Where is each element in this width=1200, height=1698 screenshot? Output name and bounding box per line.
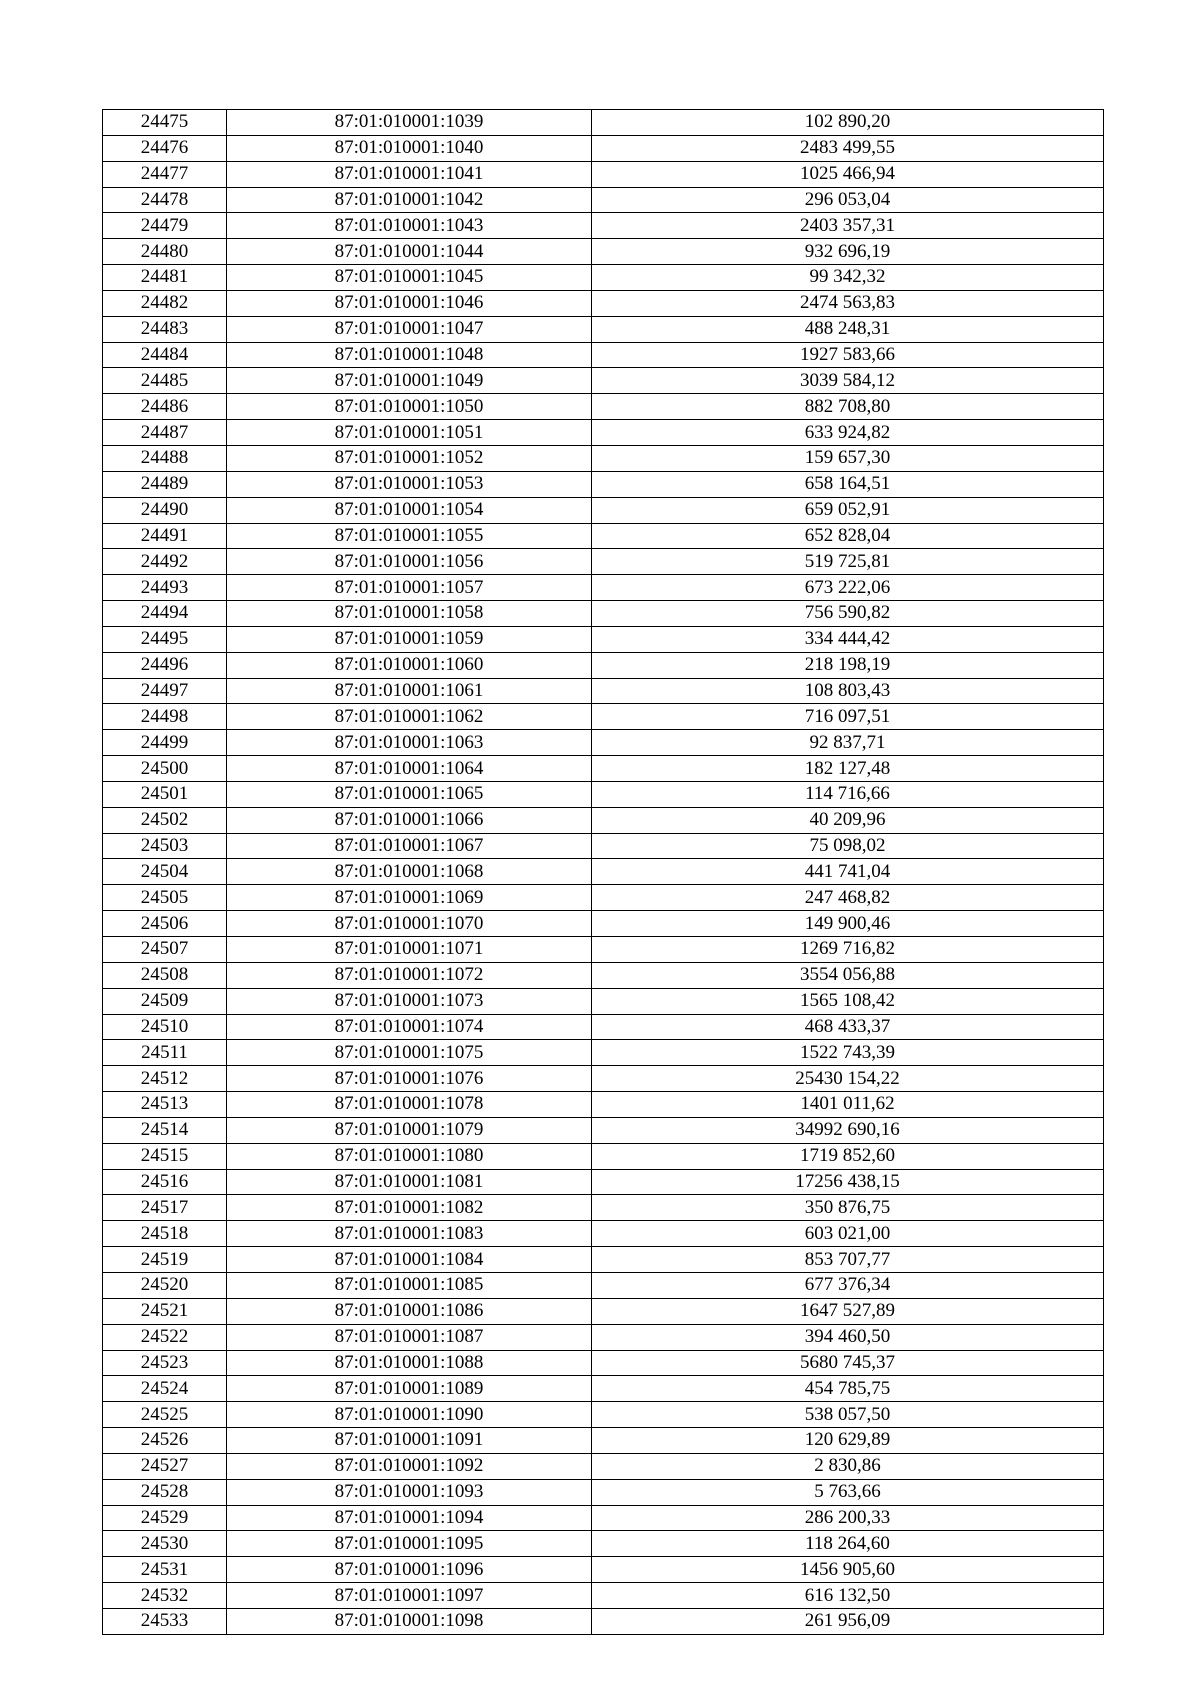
cadastral-value-cell: 882 708,80 (592, 394, 1104, 420)
row-number-cell: 24494 (103, 601, 227, 627)
cadastral-value-cell: 92 837,71 (592, 730, 1104, 756)
table-row (103, 1324, 1104, 1350)
cadastral-number-cell: 87:01:010001:1076 (227, 1066, 592, 1092)
table-body (103, 110, 1104, 1635)
row-number-cell: 24488 (103, 445, 227, 471)
row-number-cell: 24516 (103, 1169, 227, 1195)
table-row (103, 1350, 1104, 1376)
cadastral-number-cell: 87:01:010001:1079 (227, 1117, 592, 1143)
cadastral-value-cell: 1719 852,60 (592, 1143, 1104, 1169)
row-number-cell: 24509 (103, 988, 227, 1014)
cadastral-value-cell: 454 785,75 (592, 1376, 1104, 1402)
table-row (103, 1092, 1104, 1118)
row-number-cell: 24496 (103, 652, 227, 678)
table-row (103, 885, 1104, 911)
table-row (103, 937, 1104, 963)
table-row (103, 1505, 1104, 1531)
row-number-cell: 24484 (103, 342, 227, 368)
cadastral-number-cell: 87:01:010001:1082 (227, 1195, 592, 1221)
table-row (103, 265, 1104, 291)
cadastral-value-cell: 1401 011,62 (592, 1092, 1104, 1118)
cadastral-number-cell: 87:01:010001:1085 (227, 1272, 592, 1298)
cadastral-value-cell: 40 209,96 (592, 807, 1104, 833)
table-row (103, 1376, 1104, 1402)
cadastral-value-table (102, 109, 1104, 1635)
cadastral-value-cell: 149 900,46 (592, 911, 1104, 937)
row-number-cell: 24511 (103, 1040, 227, 1066)
row-number-cell: 24508 (103, 962, 227, 988)
cadastral-number-cell: 87:01:010001:1072 (227, 962, 592, 988)
cadastral-value-cell: 1269 716,82 (592, 937, 1104, 963)
cadastral-number-cell: 87:01:010001:1074 (227, 1014, 592, 1040)
cadastral-value-cell: 932 696,19 (592, 239, 1104, 265)
cadastral-number-cell: 87:01:010001:1071 (227, 937, 592, 963)
row-number-cell: 24481 (103, 265, 227, 291)
table-row (103, 239, 1104, 265)
cadastral-number-cell: 87:01:010001:1052 (227, 445, 592, 471)
row-number-cell: 24475 (103, 110, 227, 136)
cadastral-value-cell: 519 725,81 (592, 549, 1104, 575)
cadastral-number-cell: 87:01:010001:1054 (227, 497, 592, 523)
cadastral-value-cell: 182 127,48 (592, 756, 1104, 782)
cadastral-number-cell: 87:01:010001:1068 (227, 859, 592, 885)
row-number-cell: 24526 (103, 1428, 227, 1454)
table-row (103, 730, 1104, 756)
table-row (103, 1169, 1104, 1195)
table-row (103, 1117, 1104, 1143)
row-number-cell: 24489 (103, 471, 227, 497)
row-number-cell: 24499 (103, 730, 227, 756)
table-row (103, 187, 1104, 213)
cadastral-value-cell: 114 716,66 (592, 781, 1104, 807)
table-row (103, 781, 1104, 807)
cadastral-value-cell: 99 342,32 (592, 265, 1104, 291)
row-number-cell: 24493 (103, 575, 227, 601)
table-row (103, 290, 1104, 316)
cadastral-number-cell: 87:01:010001:1045 (227, 265, 592, 291)
cadastral-value-cell: 17256 438,15 (592, 1169, 1104, 1195)
table-row (103, 626, 1104, 652)
cadastral-value-cell: 296 053,04 (592, 187, 1104, 213)
cadastral-value-cell: 34992 690,16 (592, 1117, 1104, 1143)
row-number-cell: 24491 (103, 523, 227, 549)
row-number-cell: 24507 (103, 937, 227, 963)
row-number-cell: 24525 (103, 1402, 227, 1428)
table-row (103, 601, 1104, 627)
row-number-cell: 24510 (103, 1014, 227, 1040)
row-number-cell: 24520 (103, 1272, 227, 1298)
cadastral-number-cell: 87:01:010001:1069 (227, 885, 592, 911)
row-number-cell: 24503 (103, 833, 227, 859)
cadastral-value-cell: 5 763,66 (592, 1479, 1104, 1505)
cadastral-number-cell: 87:01:010001:1083 (227, 1221, 592, 1247)
row-number-cell: 24501 (103, 781, 227, 807)
cadastral-number-cell: 87:01:010001:1044 (227, 239, 592, 265)
cadastral-number-cell: 87:01:010001:1094 (227, 1505, 592, 1531)
cadastral-value-cell: 2483 499,55 (592, 135, 1104, 161)
cadastral-value-cell: 5680 745,37 (592, 1350, 1104, 1376)
row-number-cell: 24479 (103, 213, 227, 239)
table-row (103, 678, 1104, 704)
row-number-cell: 24533 (103, 1608, 227, 1634)
cadastral-value-cell: 677 376,34 (592, 1272, 1104, 1298)
table-row (103, 1479, 1104, 1505)
cadastral-number-cell: 87:01:010001:1041 (227, 161, 592, 187)
cadastral-number-cell: 87:01:010001:1087 (227, 1324, 592, 1350)
cadastral-value-cell: 1456 905,60 (592, 1557, 1104, 1583)
cadastral-value-cell: 658 164,51 (592, 471, 1104, 497)
cadastral-number-cell: 87:01:010001:1046 (227, 290, 592, 316)
table-row (103, 1272, 1104, 1298)
cadastral-number-cell: 87:01:010001:1078 (227, 1092, 592, 1118)
cadastral-value-cell: 659 052,91 (592, 497, 1104, 523)
row-number-cell: 24505 (103, 885, 227, 911)
row-number-cell: 24512 (103, 1066, 227, 1092)
row-number-cell: 24483 (103, 316, 227, 342)
cadastral-value-cell: 538 057,50 (592, 1402, 1104, 1428)
table-row (103, 1195, 1104, 1221)
cadastral-number-cell: 87:01:010001:1098 (227, 1608, 592, 1634)
cadastral-number-cell: 87:01:010001:1066 (227, 807, 592, 833)
cadastral-number-cell: 87:01:010001:1056 (227, 549, 592, 575)
table-row (103, 1247, 1104, 1273)
cadastral-number-cell: 87:01:010001:1088 (227, 1350, 592, 1376)
cadastral-value-cell: 102 890,20 (592, 110, 1104, 136)
table-row (103, 1531, 1104, 1557)
table-row (103, 1583, 1104, 1609)
cadastral-value-cell: 441 741,04 (592, 859, 1104, 885)
row-number-cell: 24502 (103, 807, 227, 833)
cadastral-number-cell: 87:01:010001:1067 (227, 833, 592, 859)
cadastral-number-cell: 87:01:010001:1096 (227, 1557, 592, 1583)
table-row (103, 652, 1104, 678)
cadastral-value-cell: 1522 743,39 (592, 1040, 1104, 1066)
cadastral-value-cell: 108 803,43 (592, 678, 1104, 704)
cadastral-value-cell: 261 956,09 (592, 1608, 1104, 1634)
row-number-cell: 24524 (103, 1376, 227, 1402)
cadastral-number-cell: 87:01:010001:1093 (227, 1479, 592, 1505)
row-number-cell: 24498 (103, 704, 227, 730)
cadastral-number-cell: 87:01:010001:1059 (227, 626, 592, 652)
cadastral-value-cell: 350 876,75 (592, 1195, 1104, 1221)
cadastral-value-cell: 468 433,37 (592, 1014, 1104, 1040)
row-number-cell: 24495 (103, 626, 227, 652)
cadastral-number-cell: 87:01:010001:1040 (227, 135, 592, 161)
cadastral-number-cell: 87:01:010001:1050 (227, 394, 592, 420)
row-number-cell: 24521 (103, 1298, 227, 1324)
table-row (103, 962, 1104, 988)
table-row (103, 523, 1104, 549)
cadastral-value-cell: 120 629,89 (592, 1428, 1104, 1454)
cadastral-value-cell: 334 444,42 (592, 626, 1104, 652)
cadastral-value-cell: 75 098,02 (592, 833, 1104, 859)
row-number-cell: 24504 (103, 859, 227, 885)
row-number-cell: 24477 (103, 161, 227, 187)
row-number-cell: 24480 (103, 239, 227, 265)
table-row (103, 911, 1104, 937)
table-row (103, 471, 1104, 497)
table-row (103, 368, 1104, 394)
cadastral-number-cell: 87:01:010001:1086 (227, 1298, 592, 1324)
cadastral-number-cell: 87:01:010001:1053 (227, 471, 592, 497)
cadastral-number-cell: 87:01:010001:1065 (227, 781, 592, 807)
table-row (103, 1557, 1104, 1583)
row-number-cell: 24514 (103, 1117, 227, 1143)
cadastral-number-cell: 87:01:010001:1073 (227, 988, 592, 1014)
cadastral-number-cell: 87:01:010001:1097 (227, 1583, 592, 1609)
cadastral-number-cell: 87:01:010001:1048 (227, 342, 592, 368)
table-row (103, 497, 1104, 523)
cadastral-number-cell: 87:01:010001:1051 (227, 420, 592, 446)
cadastral-value-cell: 1025 466,94 (592, 161, 1104, 187)
cadastral-value-cell: 603 021,00 (592, 1221, 1104, 1247)
table-row (103, 807, 1104, 833)
cadastral-value-cell: 756 590,82 (592, 601, 1104, 627)
table-row (103, 575, 1104, 601)
row-number-cell: 24500 (103, 756, 227, 782)
cadastral-value-cell: 673 222,06 (592, 575, 1104, 601)
row-number-cell: 24528 (103, 1479, 227, 1505)
cadastral-value-cell: 853 707,77 (592, 1247, 1104, 1273)
cadastral-value-cell: 1927 583,66 (592, 342, 1104, 368)
table-row (103, 445, 1104, 471)
cadastral-value-cell: 1565 108,42 (592, 988, 1104, 1014)
cadastral-value-cell: 247 468,82 (592, 885, 1104, 911)
row-number-cell: 24487 (103, 420, 227, 446)
row-number-cell: 24513 (103, 1092, 227, 1118)
cadastral-number-cell: 87:01:010001:1060 (227, 652, 592, 678)
table-row (103, 756, 1104, 782)
cadastral-number-cell: 87:01:010001:1049 (227, 368, 592, 394)
cadastral-number-cell: 87:01:010001:1039 (227, 110, 592, 136)
row-number-cell: 24476 (103, 135, 227, 161)
cadastral-value-cell: 716 097,51 (592, 704, 1104, 730)
cadastral-number-cell: 87:01:010001:1084 (227, 1247, 592, 1273)
cadastral-value-cell: 488 248,31 (592, 316, 1104, 342)
row-number-cell: 24527 (103, 1453, 227, 1479)
table-row (103, 1402, 1104, 1428)
cadastral-number-cell: 87:01:010001:1095 (227, 1531, 592, 1557)
cadastral-number-cell: 87:01:010001:1058 (227, 601, 592, 627)
table-row (103, 420, 1104, 446)
row-number-cell: 24532 (103, 1583, 227, 1609)
cadastral-number-cell: 87:01:010001:1089 (227, 1376, 592, 1402)
table-row (103, 110, 1104, 136)
row-number-cell: 24486 (103, 394, 227, 420)
cadastral-value-cell: 159 657,30 (592, 445, 1104, 471)
table-row (103, 1453, 1104, 1479)
table-row (103, 1608, 1104, 1634)
row-number-cell: 24522 (103, 1324, 227, 1350)
table-row (103, 1014, 1104, 1040)
cadastral-number-cell: 87:01:010001:1042 (227, 187, 592, 213)
row-number-cell: 24506 (103, 911, 227, 937)
cadastral-number-cell: 87:01:010001:1090 (227, 1402, 592, 1428)
row-number-cell: 24529 (103, 1505, 227, 1531)
cadastral-value-cell: 2474 563,83 (592, 290, 1104, 316)
table-row (103, 704, 1104, 730)
cadastral-number-cell: 87:01:010001:1061 (227, 678, 592, 704)
table-row (103, 1428, 1104, 1454)
cadastral-number-cell: 87:01:010001:1057 (227, 575, 592, 601)
table-row (103, 316, 1104, 342)
row-number-cell: 24518 (103, 1221, 227, 1247)
table-row (103, 1298, 1104, 1324)
table-row (103, 135, 1104, 161)
row-number-cell: 24482 (103, 290, 227, 316)
table-row (103, 213, 1104, 239)
row-number-cell: 24515 (103, 1143, 227, 1169)
cadastral-value-cell: 2403 357,31 (592, 213, 1104, 239)
table-row (103, 988, 1104, 1014)
table-row (103, 549, 1104, 575)
row-number-cell: 24485 (103, 368, 227, 394)
row-number-cell: 24497 (103, 678, 227, 704)
table-row (103, 342, 1104, 368)
cadastral-number-cell: 87:01:010001:1081 (227, 1169, 592, 1195)
cadastral-number-cell: 87:01:010001:1091 (227, 1428, 592, 1454)
cadastral-number-cell: 87:01:010001:1080 (227, 1143, 592, 1169)
cadastral-value-cell: 118 264,60 (592, 1531, 1104, 1557)
cadastral-number-cell: 87:01:010001:1070 (227, 911, 592, 937)
cadastral-value-cell: 3554 056,88 (592, 962, 1104, 988)
table-row (103, 1040, 1104, 1066)
row-number-cell: 24517 (103, 1195, 227, 1221)
table-row (103, 394, 1104, 420)
row-number-cell: 24530 (103, 1531, 227, 1557)
table-row (103, 161, 1104, 187)
table-row (103, 1066, 1104, 1092)
cadastral-number-cell: 87:01:010001:1047 (227, 316, 592, 342)
cadastral-value-cell: 286 200,33 (592, 1505, 1104, 1531)
table-row (103, 833, 1104, 859)
cadastral-number-cell: 87:01:010001:1064 (227, 756, 592, 782)
cadastral-number-cell: 87:01:010001:1043 (227, 213, 592, 239)
cadastral-value-cell: 1647 527,89 (592, 1298, 1104, 1324)
cadastral-value-cell: 616 132,50 (592, 1583, 1104, 1609)
cadastral-value-cell: 25430 154,22 (592, 1066, 1104, 1092)
cadastral-value-cell: 633 924,82 (592, 420, 1104, 446)
table-row (103, 859, 1104, 885)
cadastral-number-cell: 87:01:010001:1063 (227, 730, 592, 756)
cadastral-value-cell: 218 198,19 (592, 652, 1104, 678)
cadastral-number-cell: 87:01:010001:1055 (227, 523, 592, 549)
cadastral-number-cell: 87:01:010001:1092 (227, 1453, 592, 1479)
table-row (103, 1221, 1104, 1247)
cadastral-value-cell: 652 828,04 (592, 523, 1104, 549)
row-number-cell: 24478 (103, 187, 227, 213)
cadastral-value-cell: 394 460,50 (592, 1324, 1104, 1350)
row-number-cell: 24531 (103, 1557, 227, 1583)
cadastral-number-cell: 87:01:010001:1062 (227, 704, 592, 730)
row-number-cell: 24490 (103, 497, 227, 523)
cadastral-value-cell: 2 830,86 (592, 1453, 1104, 1479)
cadastral-number-cell: 87:01:010001:1075 (227, 1040, 592, 1066)
table-row (103, 1143, 1104, 1169)
row-number-cell: 24519 (103, 1247, 227, 1273)
cadastral-value-cell: 3039 584,12 (592, 368, 1104, 394)
row-number-cell: 24492 (103, 549, 227, 575)
row-number-cell: 24523 (103, 1350, 227, 1376)
